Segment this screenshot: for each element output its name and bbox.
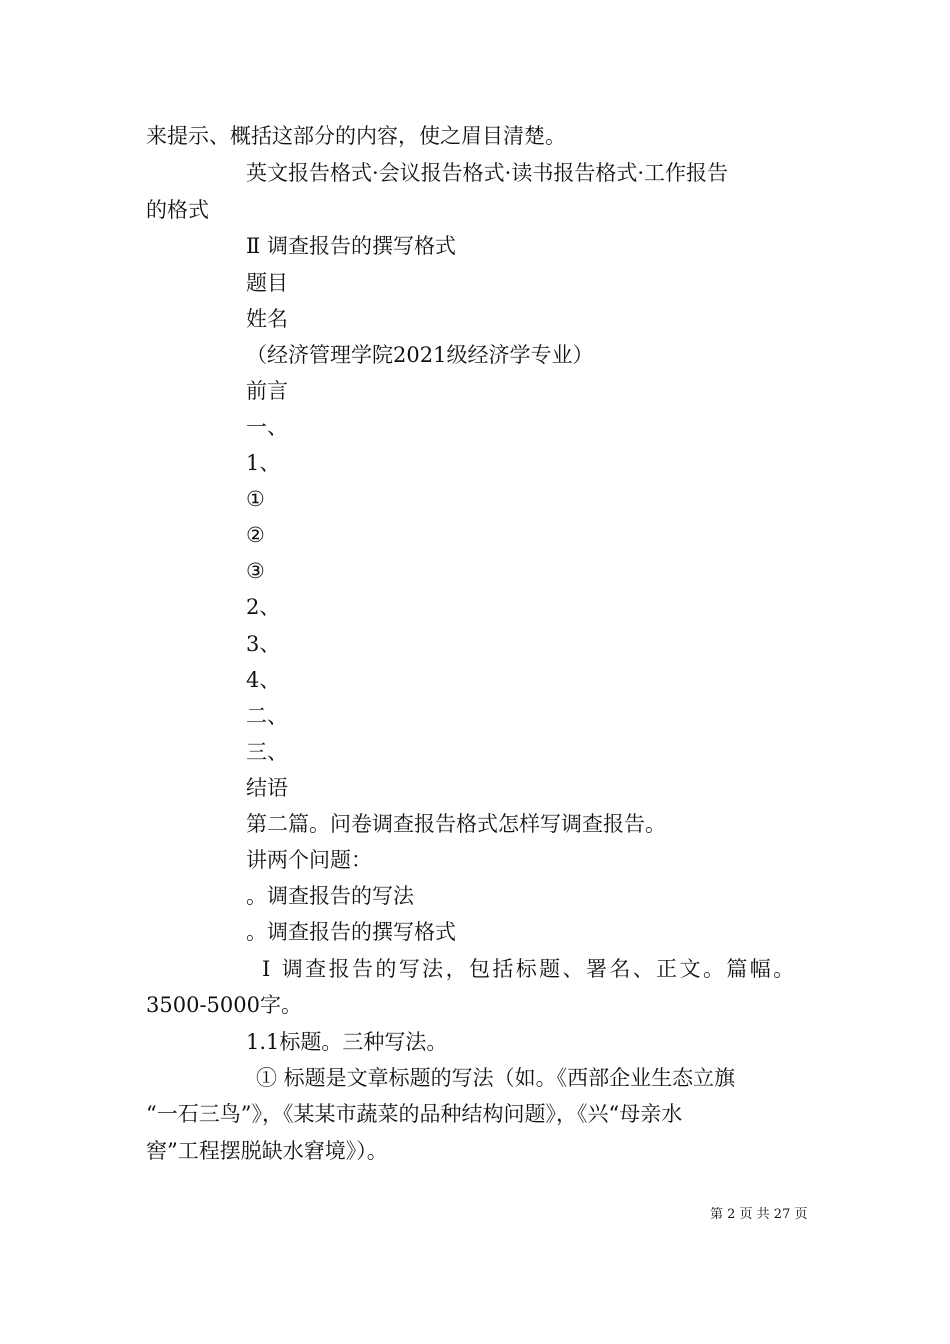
page-number: 第 2 页 共 27 页 bbox=[710, 1207, 808, 1222]
text-line: （经济管理学院2021级经济学专业） bbox=[246, 343, 594, 367]
text-line: ① 标题是文章标题的写法（如。《西部企业生态立旗 bbox=[256, 1066, 736, 1090]
text-line: 来提示、概括这部分的内容，使之眉目清楚。 bbox=[146, 124, 566, 148]
outline-item: ① bbox=[246, 487, 265, 511]
outline-item: 二、 bbox=[246, 704, 288, 728]
text-line: “一石三鸟”》，《某某市蔬菜的品种结构问题》，《兴“母亲水 bbox=[146, 1102, 683, 1126]
outline-item: 4、 bbox=[246, 668, 281, 692]
text-line: 。调查报告的撰写格式 bbox=[246, 920, 456, 944]
text-line: 结语 bbox=[246, 776, 288, 800]
outline-item: 1、 bbox=[246, 451, 281, 475]
text-line: 第二篇。问卷调查报告格式怎样写调查报告。 bbox=[246, 812, 666, 836]
outline-item: 一、 bbox=[246, 415, 288, 439]
outline-item: 三、 bbox=[246, 740, 288, 764]
text-line: 的格式 bbox=[146, 198, 209, 222]
text-line: 窖”工程摆脱缺水窘境》）。 bbox=[146, 1139, 388, 1163]
text-line: 。调查报告的写法 bbox=[246, 884, 414, 908]
text-line: 姓名 bbox=[246, 307, 288, 331]
text-line: 3500-5000字。 bbox=[146, 993, 302, 1017]
outline-item: ② bbox=[246, 523, 265, 547]
text-line: 题目 bbox=[246, 271, 288, 295]
section-heading: Ⅱ 调查报告的撰写格式 bbox=[246, 234, 456, 258]
outline-item: 2、 bbox=[246, 595, 281, 619]
subsection-heading: 1.1标题。三种写法。 bbox=[246, 1030, 448, 1054]
text-line: 讲两个问题： bbox=[246, 848, 372, 872]
section-heading: Ⅰ 调查报告的写法，包括标题、署名、正文。篇幅。 bbox=[262, 957, 797, 981]
text-line: 英文报告格式·会议报告格式·读书报告格式·工作报告 bbox=[246, 161, 729, 185]
outline-item: ③ bbox=[246, 559, 265, 583]
text-line: 前言 bbox=[246, 379, 288, 403]
outline-item: 3、 bbox=[246, 632, 281, 656]
